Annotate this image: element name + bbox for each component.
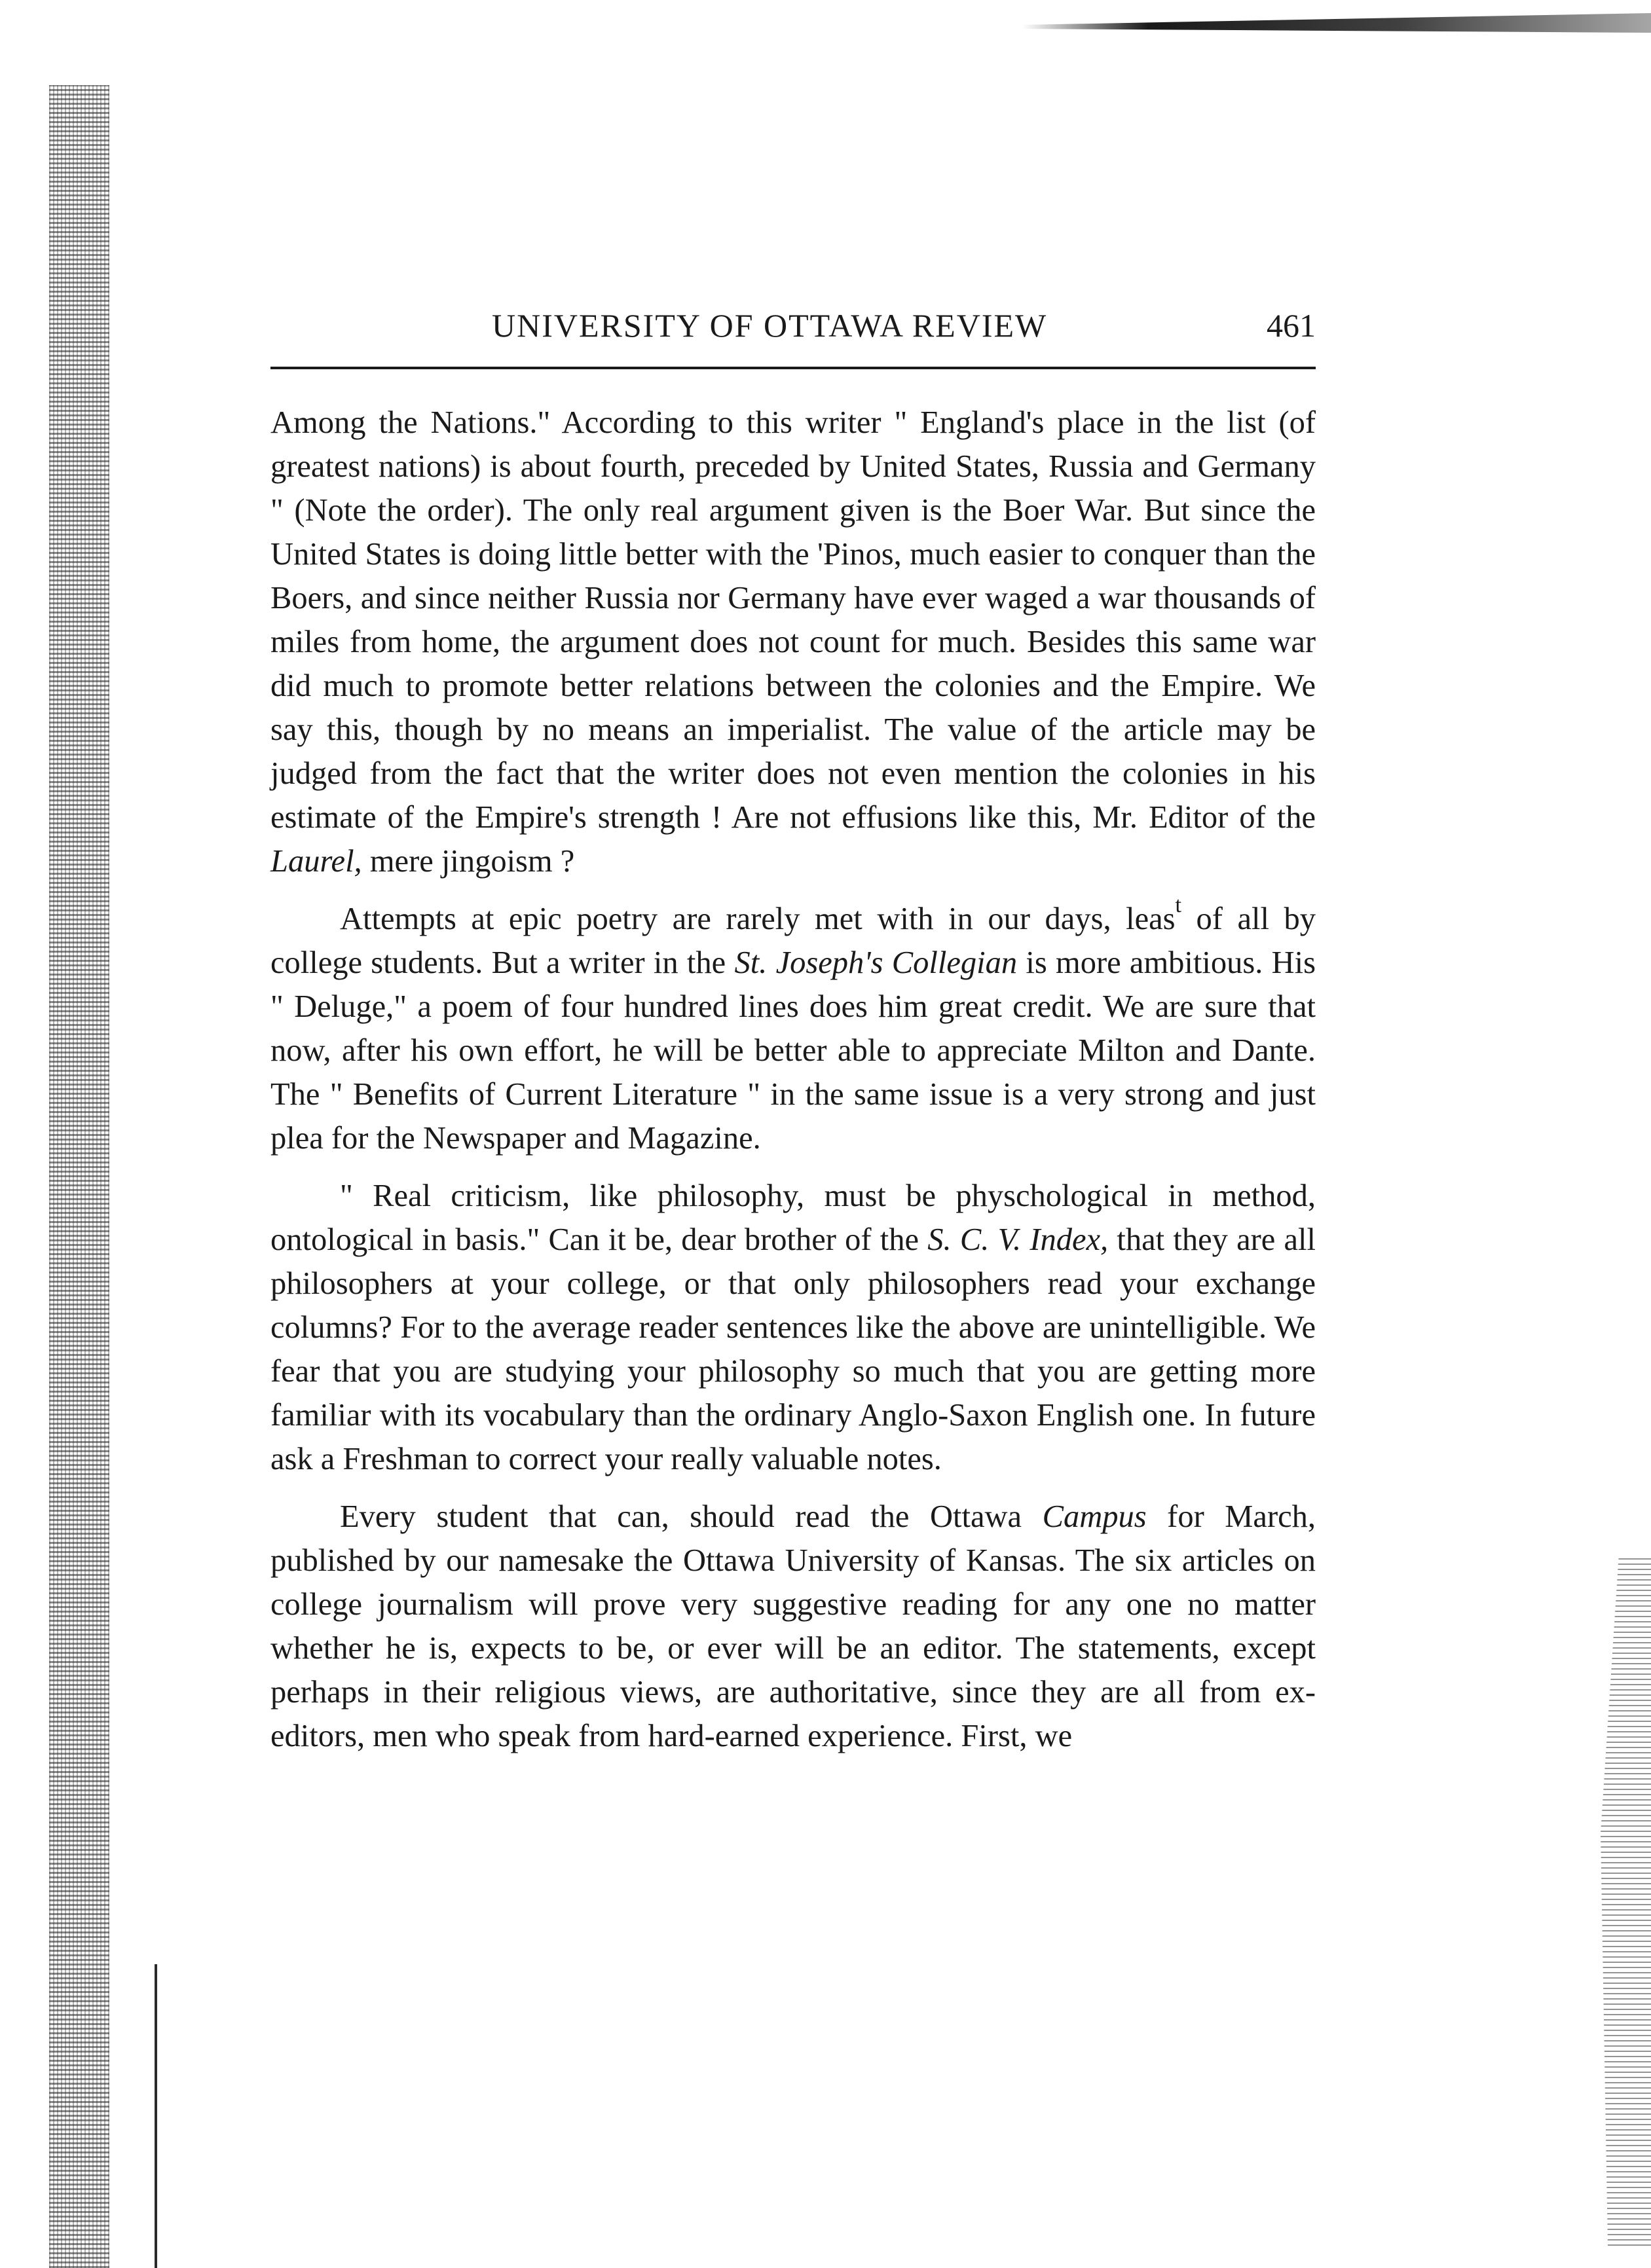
scan-binding-line: [155, 1964, 157, 2268]
scan-binding-edge: [49, 85, 109, 2268]
paragraph-epic-poetry: Attempts at epic poetry are rarely met with in our days, leas$^t$ of all by college students. But a writer in the St. Joseph's Collegian is more ambitious. His " Deluge," a poem of four hundred lines does him great credit. We are sure that now, after his own effort, he will be better able to appreciate Milton and Dante. The " Benefits of Current Literature " in the same issue is a very strong and just plea for the Newspaper and Magazine.: [270, 893, 1316, 1156]
journal-title: S. C. V. Index,: [927, 1222, 1109, 1257]
journal-title: Campus: [1042, 1499, 1147, 1534]
scan-top-edge: [1022, 13, 1651, 33]
page-header: [270, 302, 1316, 348]
header-rule: [270, 367, 1316, 369]
journal-title: St. Joseph's Collegian: [734, 945, 1018, 980]
running-title: UNIVERSITY OF OTTAWA REVIEW: [492, 307, 1048, 344]
page-number: 461: [1267, 307, 1316, 344]
journal-title: Laurel,: [270, 844, 362, 879]
paragraph-jingoism: Among the Nations." According to this writer " England's place in the list (of greatest nations) is about fourth, preceded by United States, Russia and Germany " (Note the order). The only real argument given is the Boer War. But since the United States is doing little better with the 'Pinos, much easier to conquer than the Boers, and since neither Russia nor Germany have ever waged a war thousands of miles from home, the argument does not count for much. Besides this same war did much to promote better relations between the colonies and the Empire. We say this, though by no means an imperialist. The value of the article may be judged from the fact that the writer does not even mention the colonies in his estimate of the Empire's strength ! Are not effusions like this, Mr. Editor of the Laurel, mere jingoism ?: [270, 405, 1316, 879]
scan-right-edge: [1579, 1558, 1651, 2246]
article-body: [270, 401, 1316, 1772]
paragraph-ottawa-campus: Every student that can, should read the Ottawa Campus for March, published by our namesake the Ottawa University of Kansas. The six articles on college journalism will prove very suggestive reading for any one no matter whether he is, expects to be, or ever will be an editor. The statements, except perhaps in their religious views, are authoritative, since they are all from ex-editors, men who speak from hard-earned experience. First, we: [270, 1499, 1316, 1753]
paragraph-real-criticism: " Real criticism, like philosophy, must be physchological in method, ontological in basis." Can it be, dear brother of the S. C. V. Index, that they are all philosophers at your college, or that only philosophers read your exchange columns? For to the average reader sentences like the above are unintelligible. We fear that you are studying your philosophy so much that you are getting more familiar with its vocabulary than the ordinary Anglo-Saxon English one. In future ask a Freshman to correct your really valuable notes.: [270, 1179, 1316, 1476]
